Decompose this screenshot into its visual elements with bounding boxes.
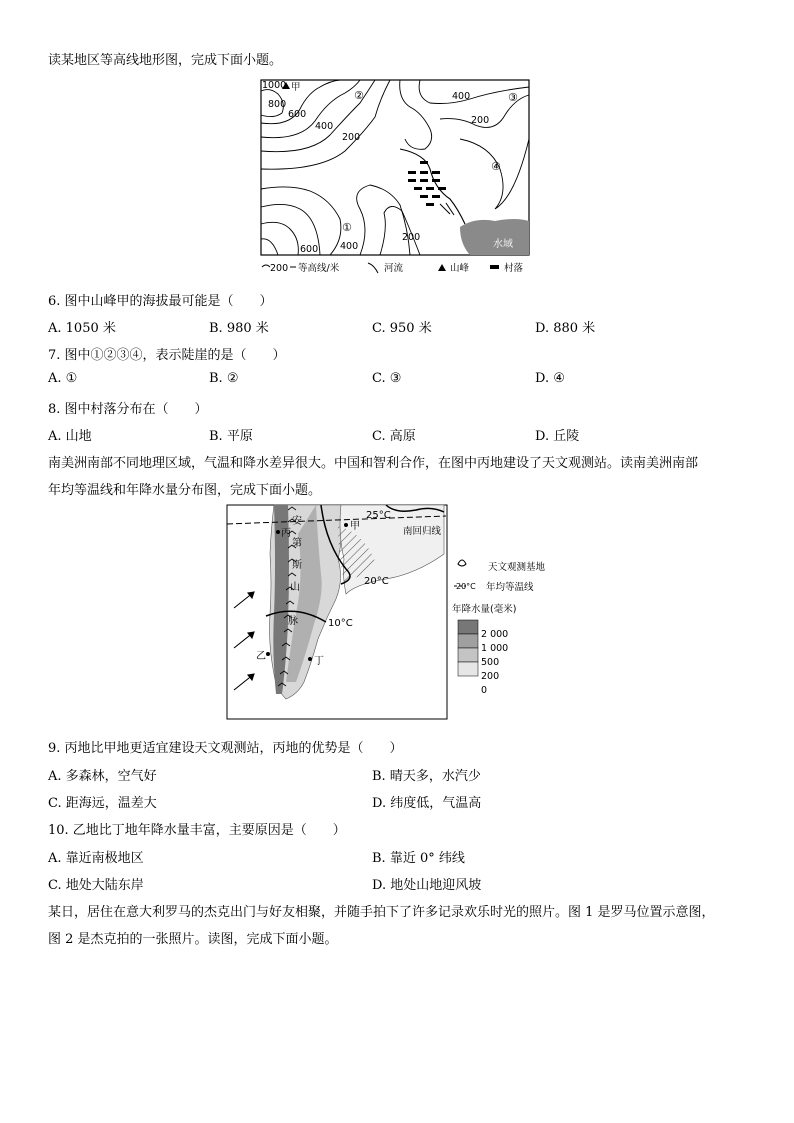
svg-text:20°C: 20°C bbox=[456, 582, 476, 591]
svg-text:200: 200 bbox=[270, 263, 289, 274]
svg-text:③: ③ bbox=[508, 91, 518, 104]
q9-option-b[interactable]: B. 晴天多，水汽少 bbox=[372, 769, 481, 784]
svg-text:400: 400 bbox=[340, 241, 359, 252]
svg-text:400: 400 bbox=[452, 91, 471, 102]
q9-option-d[interactable]: D. 纬度低，气温高 bbox=[372, 796, 482, 811]
svg-text:20°C: 20°C bbox=[364, 576, 389, 587]
intro-south-america-1: 南美洲南部不同地理区域，气温和降水差异很大。中国和智利合作，在图中丙地建设了天文观测站。读南美洲南部 bbox=[48, 456, 699, 471]
south-america-map bbox=[226, 504, 566, 722]
intro-rome-2: 图 2 是杰克拍的一张照片。读图，完成下面小题。 bbox=[48, 932, 338, 947]
q8-option-c[interactable]: C. 高原 bbox=[372, 429, 416, 444]
svg-text:第: 第 bbox=[292, 538, 302, 549]
q7-stem: 7. 图中①②③④，表示陡崖的是（ ） bbox=[48, 348, 286, 363]
q8-stem: 8. 图中村落分布在（ ） bbox=[48, 402, 208, 417]
svg-text:④: ④ bbox=[491, 160, 501, 173]
svg-text:丁: 丁 bbox=[314, 656, 324, 667]
q6-option-a[interactable]: A. 1050 米 bbox=[48, 321, 116, 336]
svg-text:年降水量(毫米): 年降水量(毫米) bbox=[452, 604, 517, 615]
svg-text:200: 200 bbox=[481, 671, 500, 682]
svg-text:②: ② bbox=[354, 89, 364, 102]
svg-text:800: 800 bbox=[268, 99, 287, 110]
contour-map bbox=[260, 79, 532, 279]
svg-text:等高线/米: 等高线/米 bbox=[298, 263, 340, 274]
q9-option-a[interactable]: A. 多森林，空气好 bbox=[48, 769, 157, 784]
svg-text:斯: 斯 bbox=[292, 560, 302, 571]
svg-text:山: 山 bbox=[290, 582, 300, 593]
svg-text:200: 200 bbox=[402, 232, 421, 243]
svg-text:南回归线: 南回归线 bbox=[403, 526, 442, 537]
svg-text:水域: 水域 bbox=[493, 239, 513, 250]
q8-option-a[interactable]: A. 山地 bbox=[48, 429, 92, 444]
svg-text:①: ① bbox=[342, 221, 352, 234]
svg-text:600: 600 bbox=[288, 109, 307, 120]
svg-text:年均等温线: 年均等温线 bbox=[486, 582, 534, 593]
svg-text:200: 200 bbox=[342, 132, 361, 143]
svg-text:500: 500 bbox=[481, 657, 500, 668]
svg-text:村落: 村落 bbox=[504, 263, 524, 274]
q10-stem: 10. 乙地比丁地年降水量丰富，主要原因是（ ） bbox=[48, 823, 346, 838]
svg-text:甲: 甲 bbox=[291, 82, 301, 93]
q7-option-d[interactable]: D. ④ bbox=[535, 371, 565, 386]
q10-option-c[interactable]: C. 地处大陆东岸 bbox=[48, 878, 144, 893]
svg-text:200: 200 bbox=[471, 115, 490, 126]
q8-option-b[interactable]: B. 平原 bbox=[209, 429, 253, 444]
svg-text:2 000: 2 000 bbox=[481, 629, 509, 640]
svg-text:山峰: 山峰 bbox=[450, 263, 470, 274]
q10-option-b[interactable]: B. 靠近 0° 纬线 bbox=[372, 851, 465, 866]
q6-option-c[interactable]: C. 950 米 bbox=[372, 321, 432, 336]
q8-option-d[interactable]: D. 丘陵 bbox=[535, 429, 580, 444]
q9-option-c[interactable]: C. 距海远，温差大 bbox=[48, 796, 157, 811]
svg-text:10°C: 10°C bbox=[328, 618, 353, 629]
q6-option-d[interactable]: D. 880 米 bbox=[535, 321, 596, 336]
q7-option-c[interactable]: C. ③ bbox=[372, 371, 402, 386]
svg-text:0: 0 bbox=[481, 685, 488, 696]
svg-text:安: 安 bbox=[292, 516, 302, 527]
svg-text:400: 400 bbox=[315, 121, 334, 132]
south-america-figure bbox=[226, 504, 566, 726]
intro-contour: 读某地区等高线地形图，完成下面小题。 bbox=[48, 53, 283, 68]
svg-text:脉: 脉 bbox=[288, 616, 298, 627]
q6-stem: 6. 图中山峰甲的海拔最可能是（ ） bbox=[48, 294, 273, 309]
q10-option-a[interactable]: A. 靠近南极地区 bbox=[48, 851, 144, 866]
svg-text:甲: 甲 bbox=[350, 521, 360, 532]
q6-option-b[interactable]: B. 980 米 bbox=[209, 321, 269, 336]
svg-text:25°C: 25°C bbox=[366, 510, 391, 521]
intro-south-america-2: 年均等温线和年降水量分布图，完成下面小题。 bbox=[48, 483, 322, 498]
intro-rome-1: 某日，居住在意大利罗马的杰克出门与好友相聚，并随手拍下了许多记录欢乐时光的照片。图 1 是罗马位置示意图， bbox=[48, 905, 715, 920]
svg-text:600: 600 bbox=[300, 244, 319, 255]
q7-option-b[interactable]: B. ② bbox=[209, 371, 239, 386]
svg-text:乙: 乙 bbox=[256, 651, 266, 662]
svg-text:天文观测基地: 天文观测基地 bbox=[488, 562, 546, 573]
svg-text:河流: 河流 bbox=[384, 263, 404, 274]
svg-text:丙: 丙 bbox=[281, 528, 291, 539]
svg-text:1 000: 1 000 bbox=[481, 643, 509, 654]
q7-option-a[interactable]: A. ① bbox=[48, 371, 78, 386]
contour-map-figure bbox=[260, 79, 532, 283]
q9-stem: 9. 丙地比甲地更适宜建设天文观测站，丙地的优势是（ ） bbox=[48, 741, 403, 756]
svg-text:1000: 1000 bbox=[262, 80, 287, 91]
q10-option-d[interactable]: D. 地处山地迎风坡 bbox=[372, 878, 482, 893]
